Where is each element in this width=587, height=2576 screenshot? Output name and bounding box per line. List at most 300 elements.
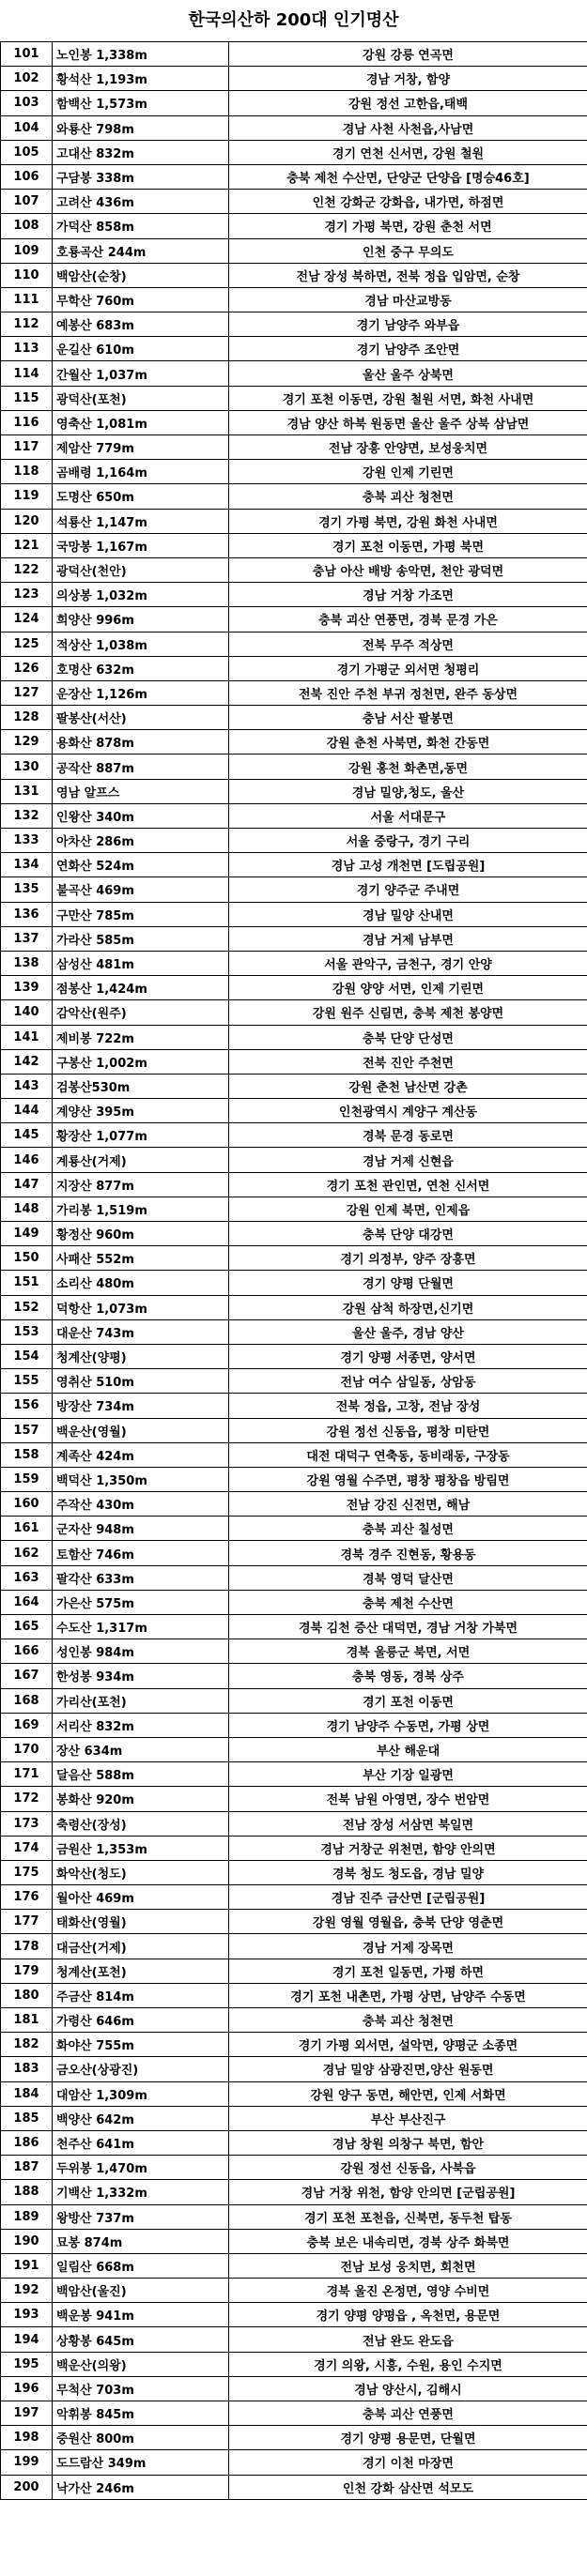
mountain-location: 경기 포천 이동면, 가평 북면 [229, 533, 587, 557]
mountain-name: 대금산(거제) [53, 1934, 229, 1959]
mountain-name: 천주산 641m [53, 2130, 229, 2155]
table-row [1, 435, 587, 460]
mountain-name: 백운봉 941m [53, 2303, 229, 2327]
row-number: 166 [1, 1639, 53, 1664]
mountain-location: 서울 관악구, 금천구, 경기 안양 [229, 951, 587, 975]
mountain-location: 전남 강진 신전면, 해남 [229, 1492, 587, 1517]
table-row [1, 730, 587, 755]
row-number: 111 [1, 287, 53, 312]
table-row [1, 1394, 587, 1418]
mountain-name: 청계산(포천) [53, 1959, 229, 1983]
mountain-location: 충북 영동, 경북 상주 [229, 1664, 587, 1688]
table-row [1, 557, 587, 582]
mountain-location: 전남 장성 북하면, 전북 정읍 입암면, 순창 [229, 263, 587, 287]
mountain-name: 일림산 668m [53, 2253, 229, 2278]
table-row [1, 1049, 587, 1074]
mountain-name: 가리봉 1,519m [53, 1197, 229, 1221]
mountain-name: 삼성산 481m [53, 951, 229, 975]
table-row [1, 829, 587, 853]
row-number: 183 [1, 2057, 53, 2081]
table-row [1, 1025, 587, 1049]
row-number: 149 [1, 1222, 53, 1246]
mountain-name: 서리산 832m [53, 1713, 229, 1737]
row-number: 181 [1, 2008, 53, 2033]
row-number: 138 [1, 951, 53, 975]
row-number: 131 [1, 779, 53, 803]
mountain-location: 전북 진안 주천면 [229, 1049, 587, 1074]
table-row [1, 632, 587, 656]
mountain-name: 도드람산 349m [53, 2450, 229, 2475]
mountain-location: 경북 울릉군 북면, 서면 [229, 1639, 587, 1664]
row-number: 190 [1, 2229, 53, 2253]
mountain-location: 경기 포천 일동면, 가평 하면 [229, 1959, 587, 1983]
mountain-location: 인천광역시 계양구 계산동 [229, 1099, 587, 1123]
mountain-name: 와룡산 798m [53, 115, 229, 140]
row-number: 193 [1, 2303, 53, 2327]
mountain-location: 경북 문경 동로면 [229, 1123, 587, 1148]
mountain-location: 경기 양평 용문면, 단월면 [229, 2426, 587, 2450]
mountain-name: 대암산 1,309m [53, 2081, 229, 2106]
table-row [1, 1713, 587, 1737]
table-row [1, 533, 587, 557]
table-row [1, 853, 587, 877]
table-row [1, 1787, 587, 1811]
table-row [1, 1123, 587, 1148]
mountain-location: 경남 사천 사천읍,사남면 [229, 115, 587, 140]
table-row [1, 1836, 587, 1860]
mountain-location: 전남 장성 서삼면 북일면 [229, 1811, 587, 1836]
mountain-name: 백운산(영월) [53, 1418, 229, 1442]
mountain-location: 부산 기장 일광면 [229, 1762, 587, 1787]
table-row [1, 680, 587, 705]
row-number: 117 [1, 435, 53, 460]
table-row [1, 91, 587, 115]
row-number: 194 [1, 2327, 53, 2352]
row-number: 170 [1, 1737, 53, 1761]
mountain-location: 경남 거제 신현읍 [229, 1148, 587, 1172]
row-number: 101 [1, 42, 53, 67]
table-row [1, 2352, 587, 2376]
row-number: 147 [1, 1172, 53, 1197]
table-row [1, 190, 587, 214]
table-row [1, 1099, 587, 1123]
mountain-location: 경기 양평 단월면 [229, 1271, 587, 1295]
mountain-name: 구봉산 1,002m [53, 1049, 229, 1074]
table-row [1, 1172, 587, 1197]
row-number: 188 [1, 2180, 53, 2204]
row-number: 154 [1, 1344, 53, 1368]
mountain-name: 주작산 430m [53, 1492, 229, 1517]
mountain-name: 황장산 1,077m [53, 1123, 229, 1148]
table-row [1, 1492, 587, 1517]
row-number: 191 [1, 2253, 53, 2278]
table-row [1, 1737, 587, 1761]
mountain-location: 경기 가평 외서면, 설악면, 양평군 소종면 [229, 2033, 587, 2057]
mountain-location: 강원 강릉 연곡면 [229, 42, 587, 67]
row-number: 162 [1, 1541, 53, 1565]
table-row [1, 312, 587, 337]
row-number: 105 [1, 140, 53, 164]
table-row [1, 2475, 587, 2499]
table-row [1, 1344, 587, 1368]
table-row [1, 926, 587, 951]
row-number: 158 [1, 1442, 53, 1467]
row-number: 126 [1, 656, 53, 680]
mountain-location: 경기 가평군 외서면 청평리 [229, 656, 587, 680]
table-row [1, 1074, 587, 1098]
mountain-location: 경북 영덕 달산면 [229, 1565, 587, 1590]
row-number: 133 [1, 829, 53, 853]
mountain-name: 희양산 996m [53, 607, 229, 632]
mountain-location: 경기 양평 양평읍 , 옥천면, 용문면 [229, 2303, 587, 2327]
mountain-location: 울산 울주 상북면 [229, 361, 587, 386]
mountain-name: 용화산 878m [53, 730, 229, 755]
table-row [1, 2180, 587, 2204]
mountain-location: 충남 서산 팔봉면 [229, 706, 587, 730]
table-row [1, 42, 587, 67]
mountain-location: 경기 양평 서종면, 양서면 [229, 1344, 587, 1368]
mountain-location: 충북 제천 수산면, 단양군 단양읍 [명승46호] [229, 164, 587, 189]
table-row [1, 976, 587, 1000]
row-number: 167 [1, 1664, 53, 1688]
mountain-location: 경남 마산교방동 [229, 287, 587, 312]
table-row [1, 263, 587, 287]
mountain-location: 경남 양산 하북 원동면 울산 울주 상북 삼남면 [229, 410, 587, 434]
mountain-location: 경기 남양주 수동면, 가평 상면 [229, 1713, 587, 1737]
mountain-location: 대전 대덕구 연축동, 동비래동, 구장동 [229, 1442, 587, 1467]
row-number: 141 [1, 1025, 53, 1049]
table-row [1, 1148, 587, 1172]
table-row [1, 164, 587, 189]
mountain-name: 축령산(장성) [53, 1811, 229, 1836]
mountain-name: 계룡산(거제) [53, 1148, 229, 1172]
mountain-location: 충북 괴산 칠성면 [229, 1517, 587, 1541]
mountain-location: 충북 단양 단성면 [229, 1025, 587, 1049]
table-row [1, 755, 587, 779]
mountain-location: 경남 밀양 산내면 [229, 902, 587, 926]
row-number: 174 [1, 1836, 53, 1860]
mountain-name: 팔봉산(서산) [53, 706, 229, 730]
mountain-name: 성인봉 984m [53, 1639, 229, 1664]
table-row [1, 2303, 587, 2327]
mountain-location: 인천 강화 삼산면 석모도 [229, 2475, 587, 2499]
mountain-name: 운장산 1,126m [53, 680, 229, 705]
row-number: 113 [1, 337, 53, 361]
mountain-name: 간월산 1,037m [53, 361, 229, 386]
mountain-name: 무학산 760m [53, 287, 229, 312]
table-row [1, 484, 587, 509]
mountain-name: 호명산 632m [53, 656, 229, 680]
mountain-location: 경남 창원 의창구 북면, 함안 [229, 2130, 587, 2155]
mountain-name: 백암산(울진) [53, 2279, 229, 2303]
row-number: 192 [1, 2279, 53, 2303]
mountain-location: 경남 거창군 위천면, 함양 안의면 [229, 1836, 587, 1860]
table-row [1, 2008, 587, 2033]
mountain-name: 장산 634m [53, 1737, 229, 1761]
row-number: 143 [1, 1074, 53, 1098]
mountain-location: 강원 홍천 화촌면,동면 [229, 755, 587, 779]
mountain-location: 충북 괴산 청천면 [229, 484, 587, 509]
mountain-name: 화야산 755m [53, 2033, 229, 2057]
mountain-location: 전북 진안 주천 부귀 정천면, 완주 동상면 [229, 680, 587, 705]
mountain-name: 적상산 1,038m [53, 632, 229, 656]
mountain-location: 충남 아산 배방 송악면, 천안 광덕면 [229, 557, 587, 582]
mountain-name: 상황봉 645m [53, 2327, 229, 2352]
mountain-name: 대운산 743m [53, 1319, 229, 1344]
mountain-location: 경기 포천 포천읍, 신북면, 동두천 탑동 [229, 2204, 587, 2229]
table-row [1, 67, 587, 91]
row-number: 118 [1, 460, 53, 484]
table-row [1, 607, 587, 632]
row-number: 184 [1, 2081, 53, 2106]
mountain-name: 인왕산 340m [53, 803, 229, 828]
row-number: 102 [1, 67, 53, 91]
mountain-location: 경북 경주 진현동, 황용동 [229, 1541, 587, 1565]
mountain-location: 경기 의왕, 시흥, 수원, 용인 수지면 [229, 2352, 587, 2376]
mountain-name: 연화산 524m [53, 853, 229, 877]
table-row [1, 1615, 587, 1639]
mountain-name: 점봉산 1,424m [53, 976, 229, 1000]
table-row [1, 2376, 587, 2401]
row-number: 199 [1, 2450, 53, 2475]
row-number: 139 [1, 976, 53, 1000]
mountain-name: 백운산(의왕) [53, 2352, 229, 2376]
mountain-name: 팔각산 633m [53, 1565, 229, 1590]
mountain-location: 전북 정읍, 고창, 전남 장성 [229, 1394, 587, 1418]
mountain-name: 두위봉 1,470m [53, 2156, 229, 2180]
row-number: 146 [1, 1148, 53, 1172]
mountain-name: 기백산 1,332m [53, 2180, 229, 2204]
row-number: 197 [1, 2401, 53, 2426]
mountain-location: 경기 포천 이동면 [229, 1688, 587, 1713]
mountain-location: 경기 이천 마장면 [229, 2450, 587, 2475]
mountain-name: 감악산(원주) [53, 1000, 229, 1025]
mountain-name: 가은산 575m [53, 1590, 229, 1614]
table-row [1, 1959, 587, 1983]
table-row [1, 1664, 587, 1688]
table-row [1, 1319, 587, 1344]
row-number: 152 [1, 1295, 53, 1319]
mountain-name: 주금산 814m [53, 1983, 229, 2007]
mountain-name: 묘봉 874m [53, 2229, 229, 2253]
row-number: 156 [1, 1394, 53, 1418]
mountain-location: 서울 서대문구 [229, 803, 587, 828]
table-row [1, 803, 587, 828]
mountain-location: 강원 양양 서면, 인제 기린면 [229, 976, 587, 1000]
table-row [1, 1246, 587, 1271]
row-number: 116 [1, 410, 53, 434]
mountain-name: 호룡곡산 244m [53, 238, 229, 263]
table-row [1, 1000, 587, 1025]
row-number: 145 [1, 1123, 53, 1148]
mountain-name: 금원산 1,353m [53, 1836, 229, 1860]
mountain-location: 강원 정선 신동읍, 평창 미탄면 [229, 1418, 587, 1442]
table-row [1, 1688, 587, 1713]
row-number: 142 [1, 1049, 53, 1074]
mountain-location: 경남 거창 가조면 [229, 583, 587, 607]
row-number: 161 [1, 1517, 53, 1541]
row-number: 108 [1, 214, 53, 238]
row-number: 180 [1, 1983, 53, 2007]
row-number: 186 [1, 2130, 53, 2155]
mountain-location: 충북 단양 대강면 [229, 1222, 587, 1246]
row-number: 169 [1, 1713, 53, 1737]
row-number: 155 [1, 1369, 53, 1394]
mountain-location: 경기 포천 내촌면, 가평 상면, 남양주 수동면 [229, 1983, 587, 2007]
table-row [1, 1222, 587, 1246]
row-number: 121 [1, 533, 53, 557]
table-row [1, 2279, 587, 2303]
table-row [1, 460, 587, 484]
row-number: 157 [1, 1418, 53, 1442]
row-number: 185 [1, 2106, 53, 2130]
mountain-location: 충북 괴산 연풍면, 경북 문경 가은 [229, 607, 587, 632]
row-number: 123 [1, 583, 53, 607]
mountain-location: 경남 거창 위천, 함양 안의면 [군립공원] [229, 2180, 587, 2204]
row-number: 120 [1, 509, 53, 533]
row-number: 128 [1, 706, 53, 730]
mountain-name: 석룡산 1,147m [53, 509, 229, 533]
mountain-name: 달음산 588m [53, 1762, 229, 1787]
mountain-name: 왕방산 737m [53, 2204, 229, 2229]
row-number: 195 [1, 2352, 53, 2376]
table-row [1, 1271, 587, 1295]
row-number: 179 [1, 1959, 53, 1983]
mountain-location: 충북 괴산 청천면 [229, 2008, 587, 2033]
table-row [1, 1885, 587, 1910]
row-number: 196 [1, 2376, 53, 2401]
row-number: 129 [1, 730, 53, 755]
table-row [1, 1467, 587, 1491]
mountain-location: 경기 연천 신서면, 강원 철원 [229, 140, 587, 164]
table-row [1, 1565, 587, 1590]
table-row [1, 2106, 587, 2130]
table-row [1, 706, 587, 730]
mountain-location: 강원 영월 영월읍, 충북 단양 영춘면 [229, 1910, 587, 1934]
mountain-name: 청계산(양평) [53, 1344, 229, 1368]
row-number: 119 [1, 484, 53, 509]
mountain-location: 부산 부산진구 [229, 2106, 587, 2130]
mountain-location: 전남 완도 완도읍 [229, 2327, 587, 2352]
table-row [1, 1910, 587, 1934]
mountain-name: 중원산 800m [53, 2426, 229, 2450]
mountain-location: 경남 진주 금산면 [군립공원] [229, 1885, 587, 1910]
mountain-location: 강원 원주 신림면, 충북 제천 봉양면 [229, 1000, 587, 1025]
row-number: 200 [1, 2475, 53, 2499]
mountain-name: 한성봉 934m [53, 1664, 229, 1688]
table-row [1, 337, 587, 361]
table-row [1, 2081, 587, 2106]
table-row [1, 779, 587, 803]
mountain-location: 전남 여수 삼일동, 상암동 [229, 1369, 587, 1394]
mountain-name: 아차산 286m [53, 829, 229, 853]
mountain-location: 경남 고성 개천면 [도립공원] [229, 853, 587, 877]
table-row [1, 2204, 587, 2229]
table-row [1, 386, 587, 410]
mountain-name: 백암산(순창) [53, 263, 229, 287]
row-number: 104 [1, 115, 53, 140]
mountain-name: 방장산 734m [53, 1394, 229, 1418]
row-number: 134 [1, 853, 53, 877]
mountain-location: 강원 양구 동면, 해안면, 인제 서화면 [229, 2081, 587, 2106]
mountain-location: 인천 강화군 강화읍, 내가면, 하점면 [229, 190, 587, 214]
row-number: 159 [1, 1467, 53, 1491]
mountain-location: 경기 가평 북면, 강원 화천 사내면 [229, 509, 587, 533]
table-row [1, 1197, 587, 1221]
row-number: 175 [1, 1860, 53, 1884]
mountain-location: 경남 거창, 함양 [229, 67, 587, 91]
table-row [1, 238, 587, 263]
table-row [1, 2229, 587, 2253]
row-number: 136 [1, 902, 53, 926]
mountain-location: 경남 거제 남부면 [229, 926, 587, 951]
mountain-location: 경북 청도 청도읍, 경남 밀양 [229, 1860, 587, 1884]
mountain-location: 경남 밀양 삼광진면,양산 원동면 [229, 2057, 587, 2081]
row-number: 178 [1, 1934, 53, 1959]
table-row [1, 902, 587, 926]
mountain-name: 예봉산 683m [53, 312, 229, 337]
page-title: 한국의산하 200대 인기명산 [188, 10, 399, 30]
table-row [1, 115, 587, 140]
mountain-name: 국망봉 1,167m [53, 533, 229, 557]
row-number: 137 [1, 926, 53, 951]
table-row [1, 1762, 587, 1787]
row-number: 140 [1, 1000, 53, 1025]
mountain-location: 전남 보성 웅치면, 회천면 [229, 2253, 587, 2278]
mountain-location: 경남 거제 장목면 [229, 1934, 587, 1959]
mountain-location: 강원 정선 신동읍, 사북읍 [229, 2156, 587, 2180]
mountain-location: 경기 남양주 와부읍 [229, 312, 587, 337]
table-row [1, 2450, 587, 2475]
row-number: 114 [1, 361, 53, 386]
row-number: 164 [1, 1590, 53, 1614]
mountain-name: 영취산 510m [53, 1369, 229, 1394]
mountain-location: 경기 남양주 조안면 [229, 337, 587, 361]
table-row [1, 2057, 587, 2081]
table-row [1, 1295, 587, 1319]
mountain-name: 낙가산 246m [53, 2475, 229, 2499]
mountain-location: 경남 양산시, 김해시 [229, 2376, 587, 2401]
mountain-location: 충북 제천 수산면 [229, 1590, 587, 1614]
row-number: 198 [1, 2426, 53, 2450]
mountain-location: 강원 춘천 사북면, 화천 간동면 [229, 730, 587, 755]
mountain-location: 강원 춘천 남산면 강촌 [229, 1074, 587, 1098]
row-number: 132 [1, 803, 53, 828]
mountain-name: 화악산(청도) [53, 1860, 229, 1884]
table-row [1, 1541, 587, 1565]
row-number: 109 [1, 238, 53, 263]
mountain-name: 고려산 436m [53, 190, 229, 214]
table-row [1, 583, 587, 607]
mountain-name: 백덕산 1,350m [53, 1467, 229, 1491]
mountain-location: 전북 남원 아영면, 장수 번암면 [229, 1787, 587, 1811]
row-number: 165 [1, 1615, 53, 1639]
row-number: 107 [1, 190, 53, 214]
mountain-location: 충북 보은 내속리면, 경북 상주 화북면 [229, 2229, 587, 2253]
row-number: 172 [1, 1787, 53, 1811]
mountain-name: 지장산 877m [53, 1172, 229, 1197]
mountain-name: 노인봉 1,338m [53, 42, 229, 67]
table-row [1, 410, 587, 434]
mountain-name: 황석산 1,193m [53, 67, 229, 91]
mountain-name: 덕항산 1,073m [53, 1295, 229, 1319]
mountain-location: 강원 삼척 하장면,신기면 [229, 1295, 587, 1319]
mountain-location: 강원 영월 수주면, 평창 평창읍 방림면 [229, 1467, 587, 1491]
table-row [1, 1860, 587, 1884]
row-number: 153 [1, 1319, 53, 1344]
mountain-name: 무척산 703m [53, 2376, 229, 2401]
row-number: 103 [1, 91, 53, 115]
